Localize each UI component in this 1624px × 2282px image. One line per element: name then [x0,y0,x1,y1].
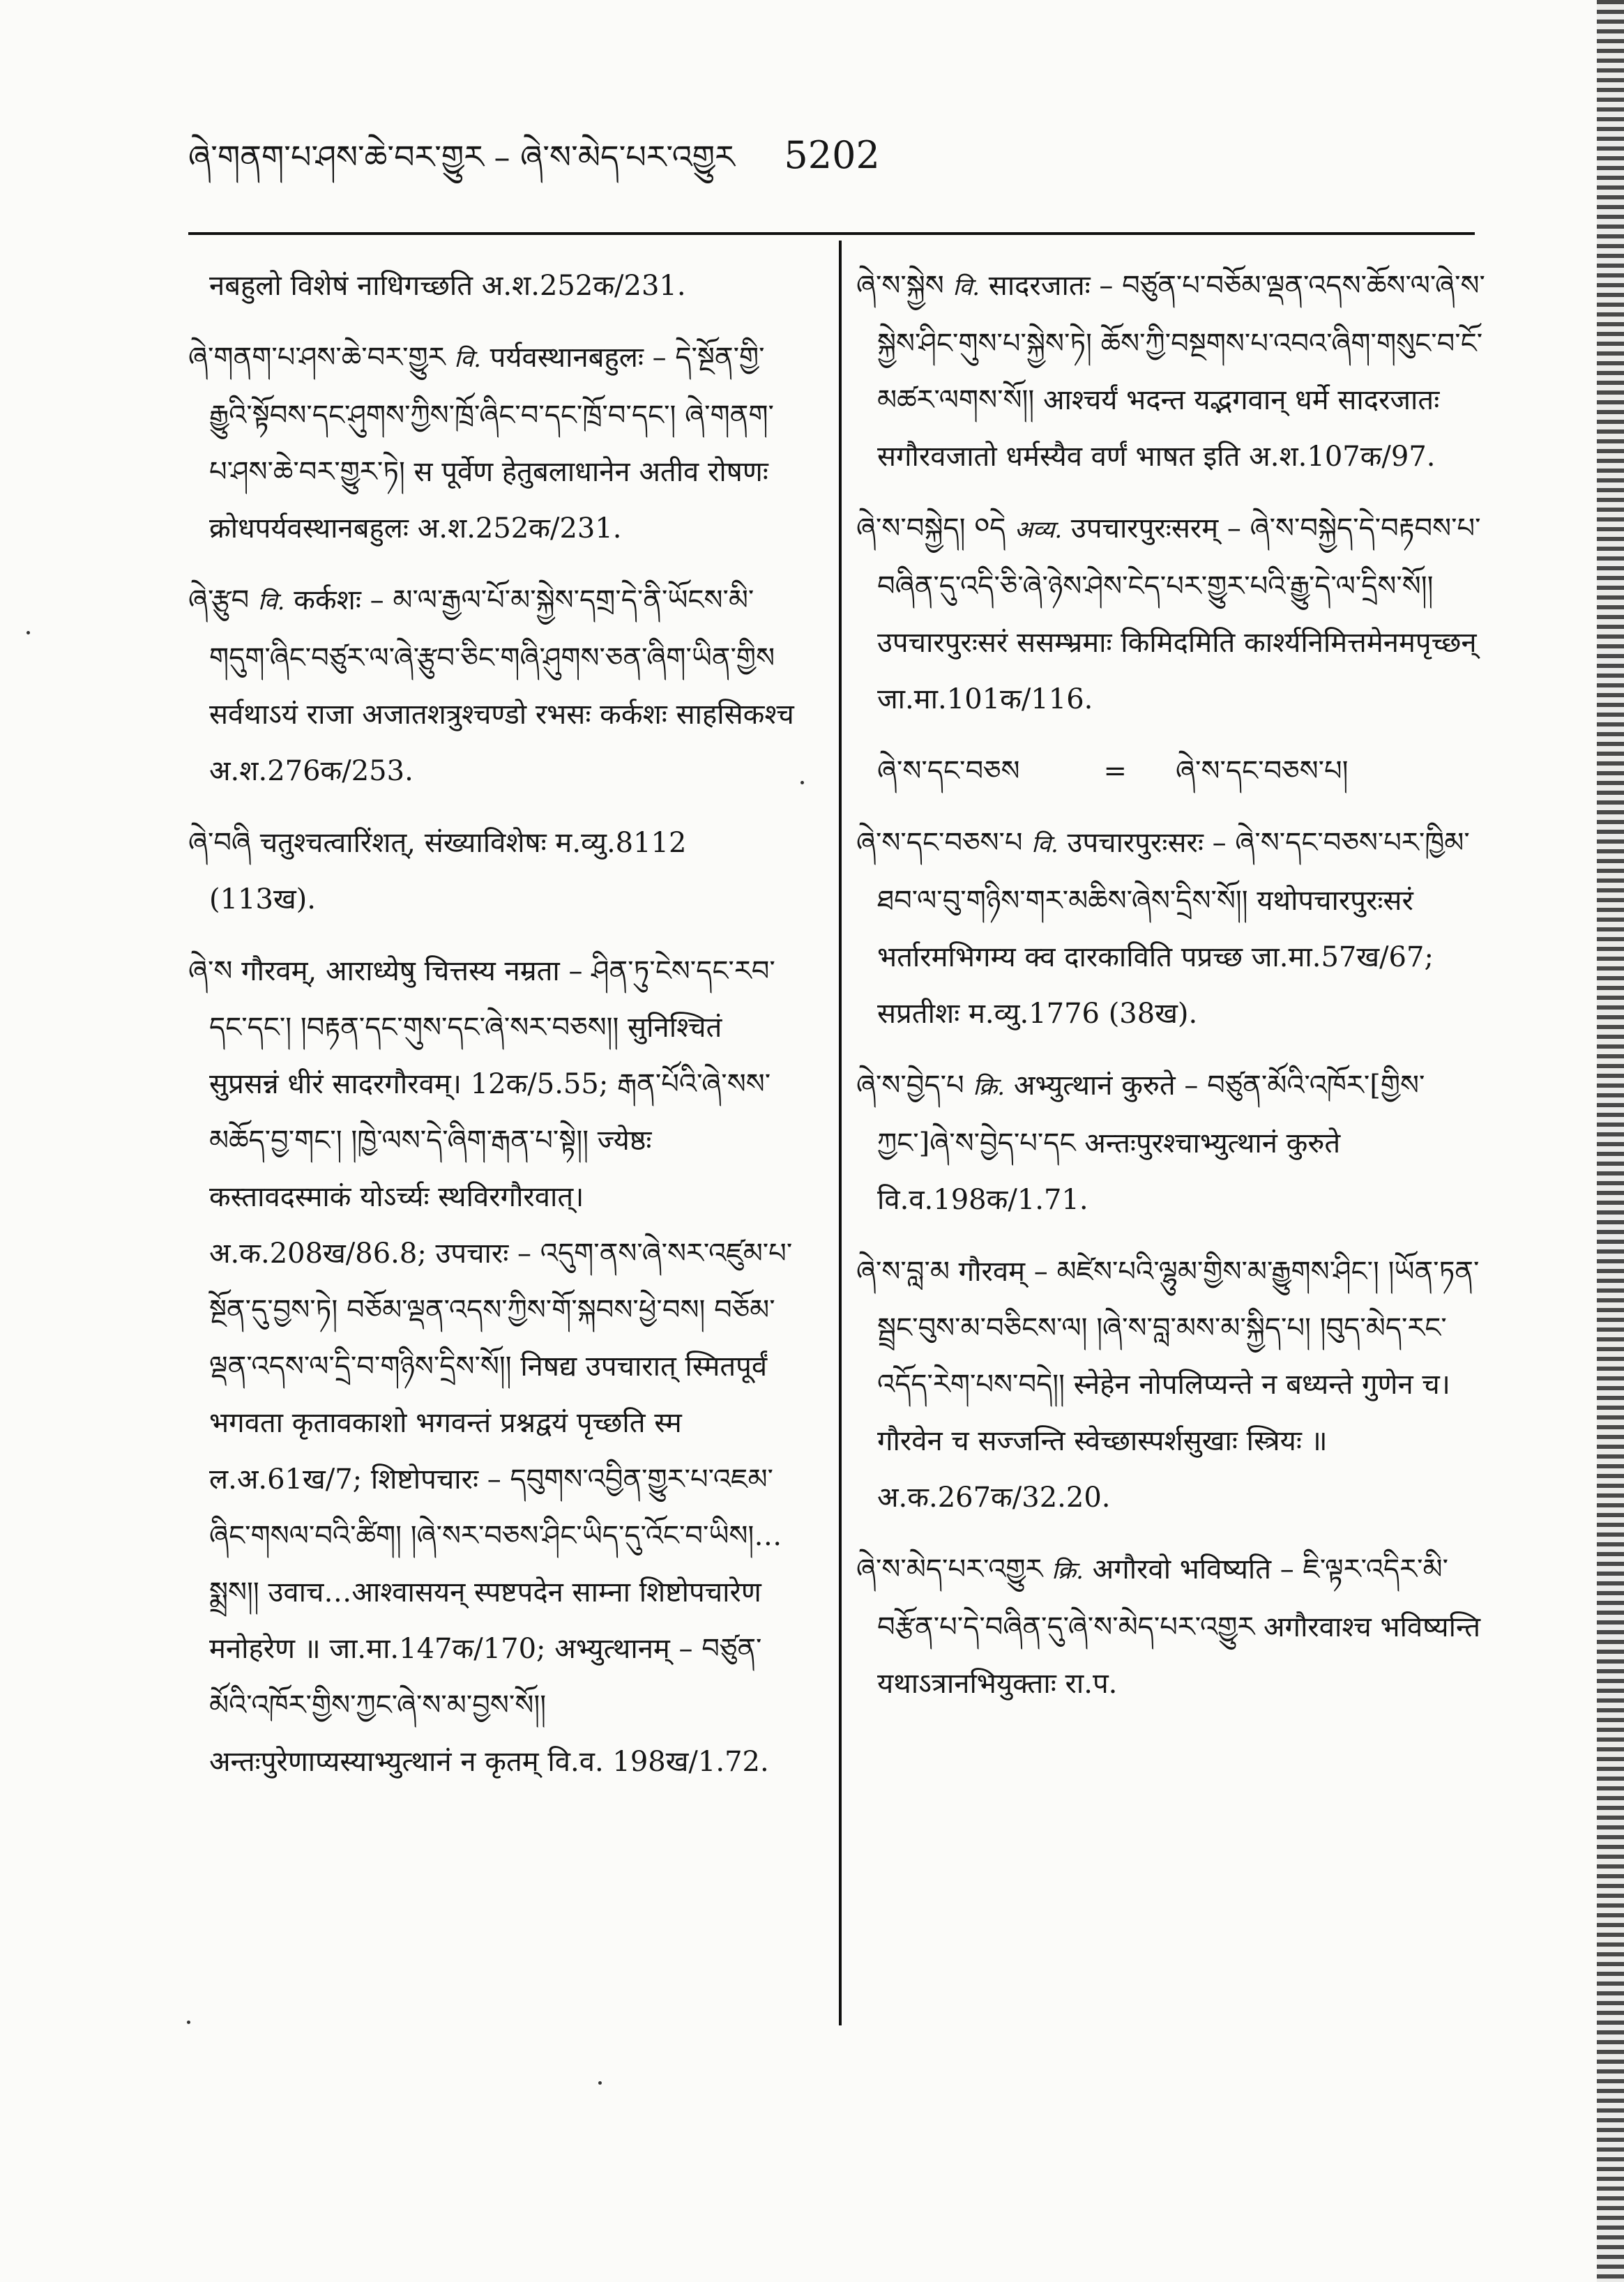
entry-text: चतुश्चत्वारिंशत्, संख्याविशेषः म.व्यु.8112 (113ख). [209,827,687,915]
page-header [188,124,1095,187]
entry-headword: ཞེ་རྩུབ [188,584,250,616]
entry [856,1542,1498,1712]
entry-headword: ཞེ་གནག་པ་ཤས་ཆེ་བར་གྱུར [188,342,446,374]
entry-headword: ཞེ་ས་བསྐྱེད། ༠དེ [856,512,1006,545]
entry [856,1058,1498,1229]
entry-text: नबहुलो विशेषं नाधिगच्छति अ.श.252क/231. [209,270,686,302]
entry [856,815,1498,1042]
entry-text: अभ्युत्थानं कुरुते – བཙུན་མོའི་འཁོར་[གྱིས་ཀྱང་]ཞེ་ས་བྱེད་པ་དང अन्तःपुरश्चाभ्युत्थानं कुरुते वि.व.198क/1.71. [877,1070,1425,1216]
scan-speck [187,2021,190,2024]
left-column [188,258,795,1806]
entry [856,258,1498,485]
entry-text: कर्कशः – མ་ལ་རྒྱལ་པོ་མ་སྐྱེས་དགྲ་དེ་ནི་ཡོངས་མི་གདུག་ཞིང་བཙུར་ལ་ཞེ་རྩུབ་ཅིང་གཞི་ཤུགས་ཅན་ཞིག་ཡིན་གྱིས सर्वथाऽयं राजा अजातशत्रुश्चण्डो रभसः कर्कशः साहसिकश्च अ.श.276क/253. [209,584,794,787]
page-number: 5202 [784,133,880,177]
entry-headword: ཞེ་བཞི [188,827,252,859]
entry-text: सादरजातः – བཙུན་པ་བཅོམ་ལྡན་འདས་ཆོས་ལ་ཞེ་ས་སྐྱེས་ཤིང་གུས་པ་སྐྱེས་ཏེ། ཆོས་ཀྱི་བསྔགས་པ་འབའ་ཞིག་གསུང་བ་ངོ་མཚར་ལགས་སོ།། आश्चर्यं भदन्त यद्भगवान् धर्मे सादरजातः सगौरवजातो धर्मस्यैव वर्णं भाषत इति अ.श.107क/97. [877,270,1485,473]
entry-headword: ཞེ་ས་དང་བཅས་པ [856,827,1023,859]
scan-page-edge [1597,0,1624,2282]
entry [188,572,795,800]
scan-speck [26,631,30,634]
equals-sign: = [1103,755,1128,787]
entry-headword: ཞེ་ས་བླ་མ [856,1256,950,1288]
entry-text: उपचारपुरःसरम् – ཞེ་ས་བསྐྱེད་དེ་བརྟབས་པ་བཞིན་དུ་འདི་ཅི་ཞེ་ཉེས་ཤེས་ངེད་པར་གྱུར་པའི་རྒྱུ་དེ་ལ་དྲིས་སོ།། उपचारपुरःसरं ससम्भ्रमाः किमिदमिति कार्श्यनिमित्तमेनमपृच्छन् जा.मा.101क/116. [877,512,1481,715]
entry [188,815,795,928]
grammar-tag: वि. [454,345,481,373]
column-divider [839,241,842,2025]
running-headword-range: ཞེ་གནག་པ་ཤས་ཆེ་བར་གྱུར – ཞེ་ས་མེད་པར་འགྱུར [188,138,735,176]
entry-headword: ཞེ་ས་བྱེད་པ [856,1070,964,1102]
header-rule [188,232,1475,235]
entry-text: अगौरवो भविष्यति – ཇི་ལྟར་འདིར་མི་བརྩོན་པ་དེ་བཞིན་དུ་ཞེ་ས་མེད་པར་འགྱུར अगौरवाश्च भविष्यन्ति यथाऽत्रानभियुक्ताः रा.प. [877,1553,1481,1700]
scan-speck [598,2081,602,2085]
entry [856,501,1498,728]
entry [188,330,795,557]
cross-reference-entry [856,743,1498,800]
entry-headword: ཞེ་ས་དང་བཅས [877,755,1020,787]
entry-continuation [188,258,795,314]
grammar-tag: क्रि. [1052,1557,1084,1585]
grammar-tag: अव्य. [1015,516,1063,544]
grammar-tag: वि. [257,588,285,616]
entry [188,943,795,1790]
entry-text: पर्यवस्थानबहुलः – དེ་སྔོན་གྱི་རྒྱུའི་སྟོབས་དང་ཤུགས་ཀྱིས་ཁྲོ་ཞིང་བ་དང་ཁྲོ་བ་དང་། ཞེ་གནག་པ་ཤས་ཆེ་བར་གྱུར་ཏེ། स पूर्वेण हेतुबलाधानेन अतीव रोषणः क्रोधपर्यवस्थानबहुलः अ.श.252क/231. [209,342,774,545]
entry-headword: ཞེ་ས [188,955,233,987]
grammar-tag: क्रि. [973,1073,1005,1101]
entry-text: गौरवम्, आराध्येषु चित्तस्य नम्रता – ཤིན་ཏུ་ངེས་དང་རབ་དང་དང་། །བརྟན་དང་གུས་དང་ཞེ་སར་བཅས།། सुनिश्चितं सुप्रसन्नं धीरं सादरगौरवम्। 12क/5.55; རྒན་པོའི་ཞེ་སས་མཆོད་བྱ་གང་། །ཁྱེ་ལས་དེ་ཞིག་རྒན་པ་སྟེ།། ज्येष्ठः कस्तावदस्माकं योऽर्च्यः स्थविरगौरवात्। अ.क.208ख/86.8; उपचारः – འདུག་ནས་ཞེ་སར་འཛུམ་པ་སྔོན་དུ་བྱས་ཏེ། བཅོམ་ལྡན་འདས་ཀྱིས་གོ་སྐབས་ཕྱེ་བས། བཅོམ་ལྡན་འདས་ལ་དྲི་བ་གཉིས་དྲིས་སོ།། निषद्य उपचारात् स्मितपूर्वं भगवता कृतावकाशो भगवन्तं प्रश्नद्वयं पृच्छति स्म ल.अ.61ख/7; शिष्टोपचारः – དབུགས་འབྱིན་གྱུར་པ་འཇམ་ཞིང་གསལ་བའི་ཚིག། །ཞེ་སར་བཅས་ཤིང་ཡིད་དུ་འོང་བ་ཡིས།…སྨྲས།། उवाच…आश्वासयन् स्पष्टपदेन साम्ना शिष्टोपचारेण मनोहरेण ॥ जा.मा.147क/170; अभ्युत्थानम् – བཙུན་མོའི་འཁོར་གྱིས་ཀྱང་ཞེ་ས་མ་བྱས་སོ།། अन्तःपुरेणाप्यस्याभ्युत्थानं न कृतम् वि.व. 198ख/1.72. [209,955,793,1778]
entry-text: उपचारपुरःसरः – ཞེ་ས་དང་བཅས་པར་ཁྱིམ་ཐབ་ལ་བུ་གཉིས་གར་མཆིས་ཞེས་དྲིས་སོ།། यथोपचारपुरःसरं भर्तारमभिगम्य क्व दारकाविति पप्रच्छ जा.मा.57ख/67; सप्रतीशः म.व्यु.1776 (38ख). [877,827,1470,1030]
entry-headword: ཞེ་ས་སྐྱེས [856,270,944,302]
entry [856,1244,1498,1526]
cross-reference-target: ཞེ་ས་དང་བཅས་པ། [1176,755,1349,787]
scan-speck [800,781,804,784]
grammar-tag: वि. [953,273,980,301]
entry-headword: ཞེ་ས་མེད་པར་འགྱུར [856,1553,1043,1585]
entry-text: गौरवम् – མཛེས་པའི་ལྷུམ་གྱིས་མ་རྒྱུགས་ཤིང་། །ཡོན་ཏན་སྦྲང་བུས་མ་བཅིངས་ལ། །ཞེ་ས་བླ་མས་མ་སྐྱིད་པ། །བུད་མེད་རང་འདོད་རེག་པས་བདེ།། स्नेहेन नोपलिप्यन्ते न बध्यन्ते गुणेन च। गौरवेन च सज्जन्ति स्वेच्छास्पर्शसुखाः स्त्रियः ॥ अ.क.267क/32.20. [877,1256,1480,1514]
right-column [856,258,1498,1728]
grammar-tag: वि. [1031,830,1058,858]
